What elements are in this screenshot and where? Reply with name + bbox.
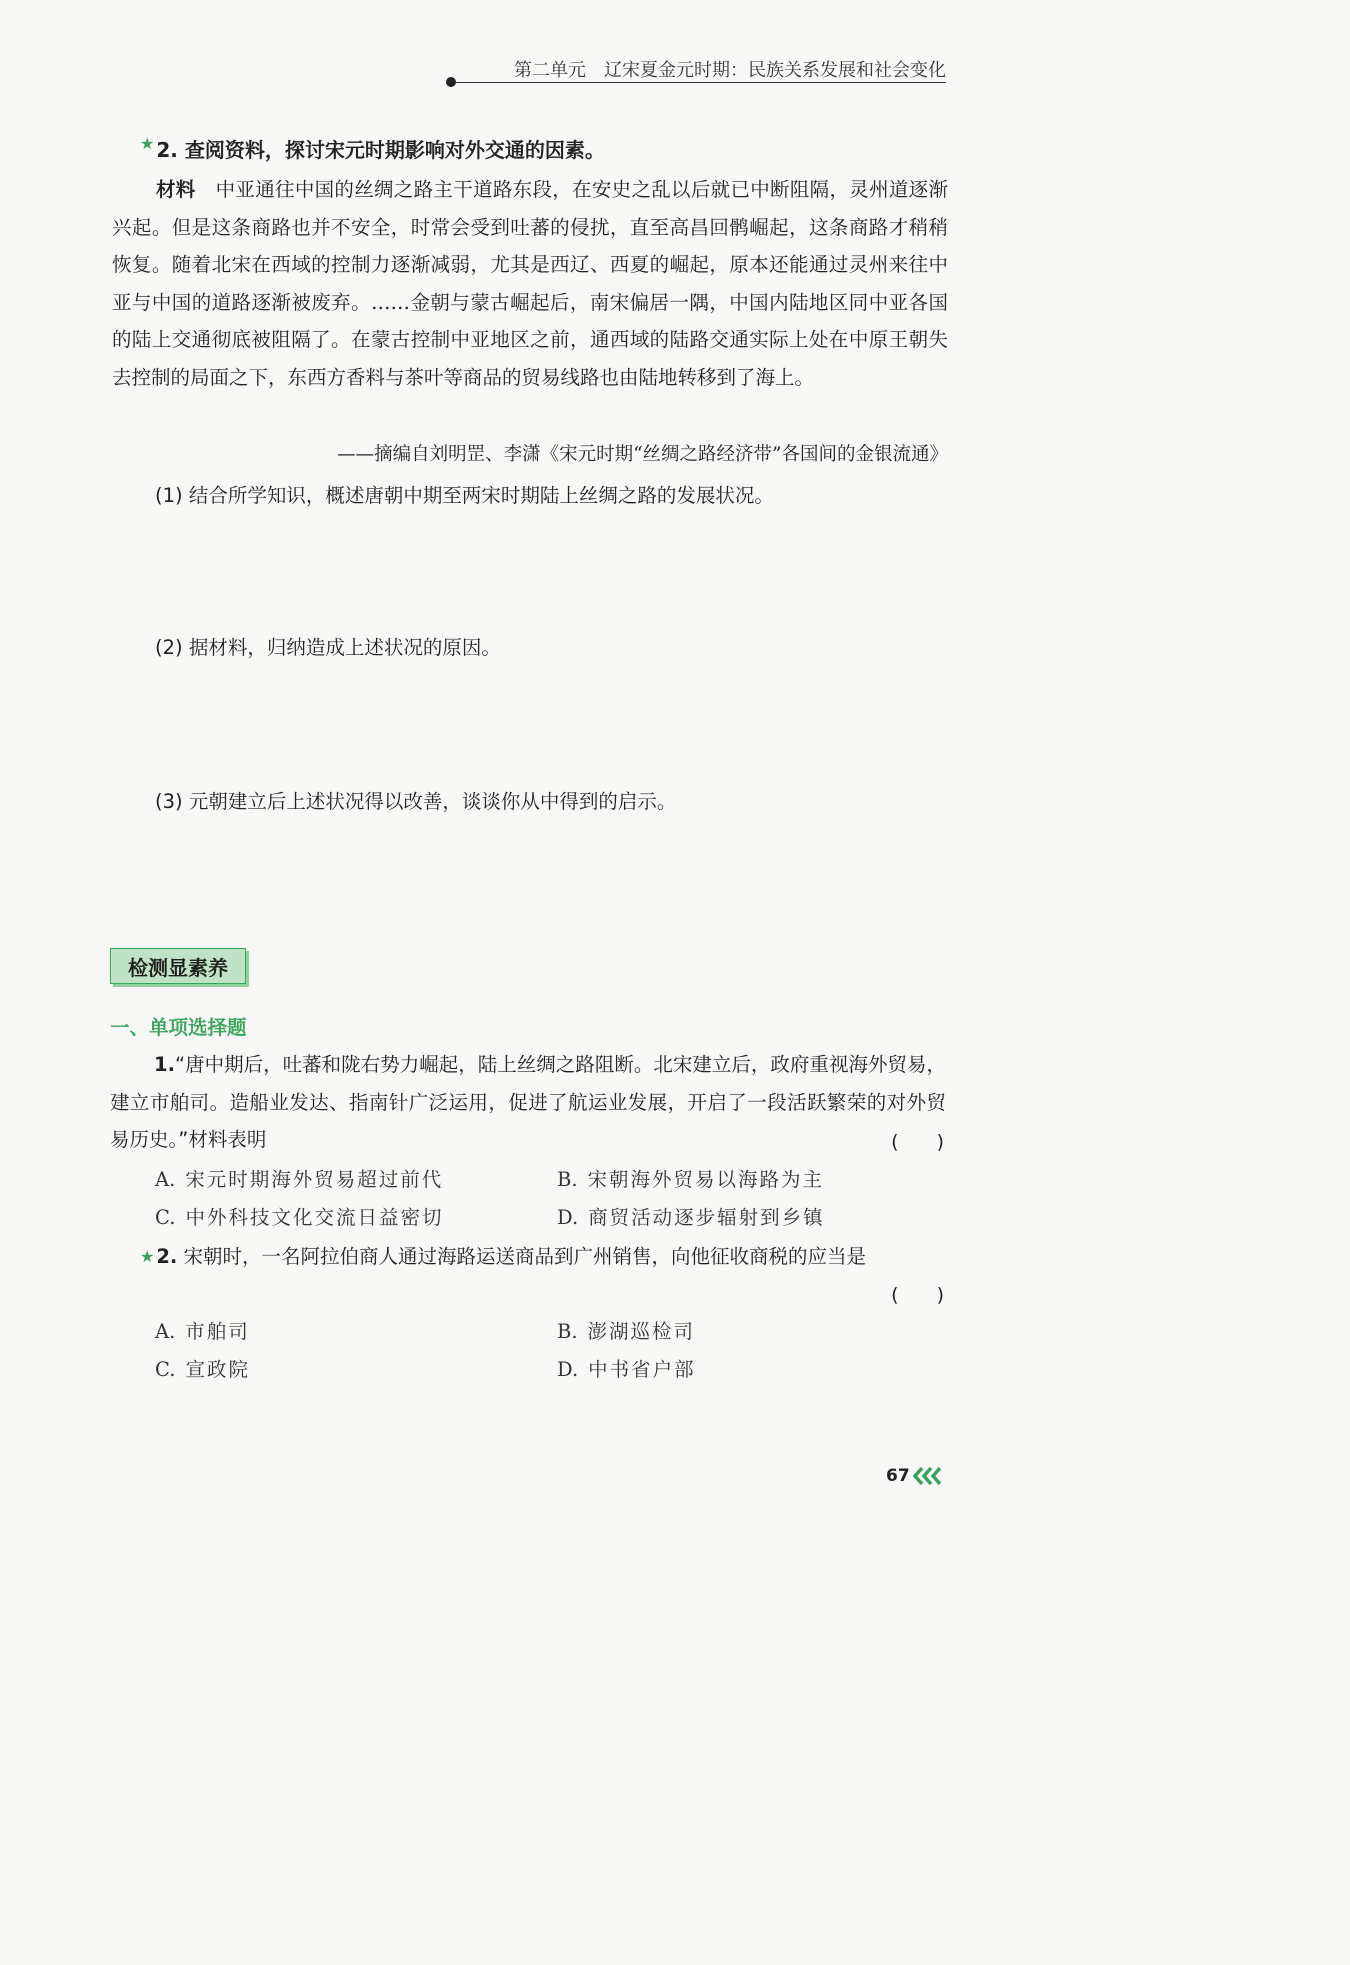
option-letter: C. (155, 1206, 176, 1229)
option-text: 宋元时期海外贸易超过前代 (185, 1168, 444, 1191)
triple-chevron-left-icon (912, 1466, 946, 1486)
mc-question-2-text: 宋朝时，一名阿拉伯商人通过海路运送商品到广州销售，向他征收商税的应当是 (183, 1245, 867, 1268)
option-text: 宣政院 (185, 1358, 250, 1381)
material-label: 材料 (156, 178, 196, 201)
question-2-title-text: 2. 查阅资料，探讨宋元时期影响对外交通的因素。 (156, 138, 605, 162)
header-rule (454, 82, 946, 83)
mc2-option-c[interactable] (155, 1354, 250, 1382)
option-letter: D. (557, 1206, 579, 1229)
option-letter: B. (557, 1320, 578, 1343)
mc1-option-b[interactable] (557, 1164, 824, 1192)
page-header (446, 56, 946, 84)
section-badge: 检测显素养 (110, 948, 246, 984)
sub-question-3: (3) 元朝建立后上述状况得以改善，谈谈你从中得到的启示。 (155, 790, 677, 813)
option-text: 澎湖巡检司 (587, 1320, 696, 1343)
mc1-option-d[interactable] (557, 1202, 825, 1230)
mc2-option-b[interactable] (557, 1316, 695, 1344)
option-letter: B. (557, 1168, 578, 1191)
section-heading: 一、单项选择题 (110, 1016, 247, 1039)
sub-question-2: (2) 据材料，归纳造成上述状况的原因。 (155, 636, 501, 659)
question-2-title (140, 134, 605, 163)
mc-question-1-answer-bracket: ( ) (891, 1131, 944, 1153)
material-paragraph (112, 171, 948, 396)
mc1-option-a[interactable] (155, 1164, 443, 1192)
mc-question-2 (140, 1238, 946, 1276)
option-text: 中外科技文化交流日益密切 (185, 1206, 444, 1229)
unit-title: 第二单元 辽宋夏金元时期：民族关系发展和社会变化 (514, 60, 946, 81)
mc2-option-d[interactable] (557, 1354, 696, 1382)
option-letter: C. (155, 1358, 176, 1381)
mc-question-1-text: “唐中期后，吐蕃和陇右势力崛起，陆上丝绸之路阻断。北宋建立后，政府重视海外贸易，建立市舶司。造船业发达、指南针广泛运用，促进了航运业发展，开启了一段活跃繁荣的对外贸易历史。”材料表明 (110, 1053, 946, 1151)
option-text: 宋朝海外贸易以海路为主 (587, 1168, 825, 1191)
star-icon: ★ (140, 134, 155, 153)
mc-question-2-answer-bracket: ( ) (891, 1284, 944, 1306)
mc-question-1 (110, 1046, 946, 1159)
sub-question-1: (1) 结合所学知识，概述唐朝中期至两宋时期陆上丝绸之路的发展状况。 (155, 484, 774, 507)
option-letter: D. (557, 1358, 579, 1381)
material-text: 中亚通往中国的丝绸之路主干道路东段，在安史之乱以后就已中断阻隔，灵州道逐渐兴起。但是这条商路也并不安全，时常会受到吐蕃的侵扰，直至高昌回鹘崛起，这条商路才稍稍恢复。随着北宋在西域的控制力逐渐减弱，尤其是西辽、西夏的崛起，原本还能通过灵州来往中亚与中国的道路逐渐被废弃。……金朝与蒙古崛起后，南宋偏居一隅，中国内陆地区同中亚各国的陆上交通彻底被阻隔了。在蒙古控制中亚地区之前，通西域的陆路交通实际上处在中原王朝失去控制的局面之下，东西方香料与茶叶等商品的贸易线路也由陆地转移到了海上。 (112, 178, 948, 389)
mc-question-2-number: 2. (156, 1245, 178, 1268)
page-number: 67 (886, 1466, 910, 1486)
mc2-option-a[interactable] (155, 1316, 250, 1344)
option-text: 商贸活动逐步辐射到乡镇 (588, 1206, 825, 1229)
option-text: 市舶司 (185, 1320, 250, 1343)
option-text: 中书省户部 (588, 1358, 696, 1381)
mc-question-1-number: 1. (154, 1053, 175, 1076)
mc1-option-c[interactable] (155, 1202, 443, 1230)
material-source: ——摘编自刘明罡、李潇《宋元时期“丝绸之路经济带”各国间的金银流通》 (337, 444, 948, 465)
option-letter: A. (155, 1320, 176, 1343)
option-letter: A. (155, 1168, 176, 1191)
star-icon: ★ (140, 1247, 155, 1266)
